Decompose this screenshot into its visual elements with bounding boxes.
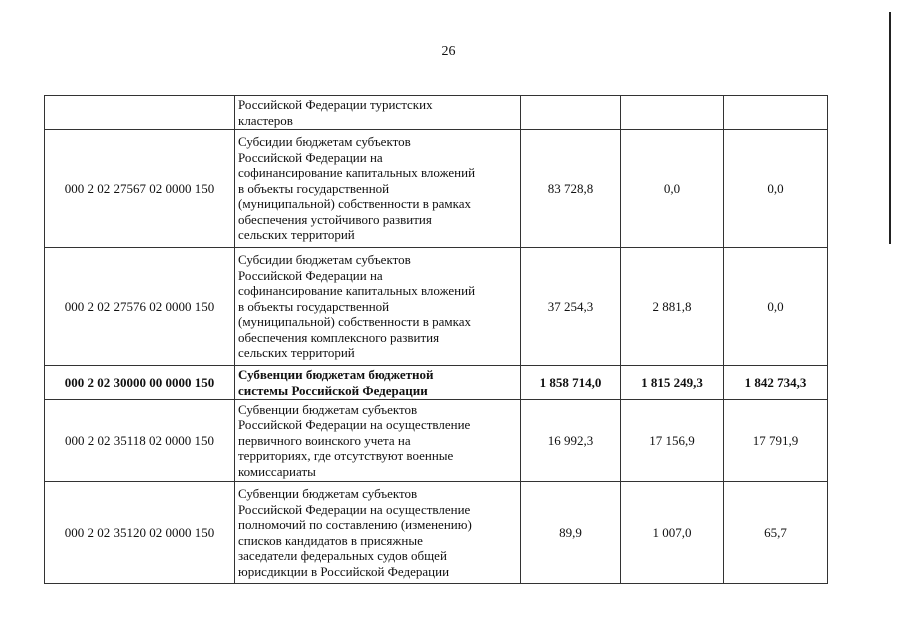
description-cell — [235, 400, 521, 482]
description-cell — [235, 366, 521, 400]
description-line: в объекты государственной — [238, 180, 390, 196]
description-line: комиссариаты — [238, 463, 316, 479]
table-row — [45, 248, 828, 366]
amount-cell-1 — [521, 96, 621, 130]
description-line: территориях, где отсутствуют военные — [238, 448, 454, 464]
description-line: кластеров — [238, 112, 293, 128]
table-row — [45, 366, 828, 400]
amount-cell-1: 83 728,8 — [521, 130, 621, 248]
description-line: Российской Федерации туристских — [238, 97, 433, 112]
amount-cell-3: 1 842 734,3 — [724, 366, 828, 400]
table-row — [45, 130, 828, 248]
scan-edge-line — [889, 12, 891, 244]
description-line: в объекты государственной — [238, 298, 390, 314]
table-row — [45, 400, 828, 482]
description-line: Российской Федерации на осуществление — [238, 417, 471, 433]
amount-cell-3: 0,0 — [724, 130, 828, 248]
budget-table-body — [45, 96, 828, 584]
description-line: Субвенции бюджетам бюджетной — [238, 367, 434, 382]
description-cell — [235, 482, 521, 584]
budget-code-cell: 000 2 02 35118 02 0000 150 — [45, 400, 235, 482]
amount-cell-1: 89,9 — [521, 482, 621, 584]
description-line: Российской Федерации на — [238, 267, 383, 283]
amount-cell-2: 0,0 — [621, 130, 724, 248]
amount-cell-1: 16 992,3 — [521, 400, 621, 482]
description-line: Российской Федерации на осуществление — [238, 501, 471, 517]
description-line: Субсидии бюджетам субъектов — [238, 134, 411, 150]
description-line: юрисдикции в Российской Федерации — [238, 563, 450, 579]
budget-code-cell: 000 2 02 27567 02 0000 150 — [45, 130, 235, 248]
budget-code-cell: 000 2 02 27576 02 0000 150 — [45, 248, 235, 366]
amount-cell-3: 17 791,9 — [724, 400, 828, 482]
table-row — [45, 482, 828, 584]
description-cell — [235, 248, 521, 366]
description-line: списков кандидатов в присяжные — [238, 532, 423, 548]
amount-cell-2: 2 881,8 — [621, 248, 724, 366]
description-line: Субсидии бюджетам субъектов — [238, 252, 411, 268]
description-cell — [235, 130, 521, 248]
budget-table — [44, 95, 828, 584]
description-line: (муниципальной) собственности в рамках — [238, 196, 471, 212]
budget-code-cell — [45, 96, 235, 130]
description-line: сельских территорий — [238, 227, 355, 243]
description-line: Субвенции бюджетам субъектов — [238, 401, 418, 417]
description-line: первичного воинского учета на — [238, 432, 411, 448]
amount-cell-2: 1 815 249,3 — [621, 366, 724, 400]
description-line: софинансирование капитальных вложений — [238, 165, 476, 181]
description-line: обеспечения комплексного развития — [238, 329, 440, 345]
budget-code-cell: 000 2 02 30000 00 0000 150 — [45, 366, 235, 400]
page-number: 26 — [441, 44, 456, 59]
description-cell — [235, 96, 521, 130]
description-line: обеспечения устойчивого развития — [238, 211, 432, 227]
amount-cell-3: 0,0 — [724, 248, 828, 366]
amount-cell-2: 17 156,9 — [621, 400, 724, 482]
amount-cell-3 — [724, 96, 828, 130]
description-line: (муниципальной) собственности в рамках — [238, 314, 471, 330]
description-line: Субвенции бюджетам субъектов — [238, 486, 418, 501]
amount-cell-1: 1 858 714,0 — [521, 366, 621, 400]
description-line: софинансирование капитальных вложений — [238, 283, 476, 299]
amount-cell-2 — [621, 96, 724, 130]
description-line: системы Российской Федерации — [238, 382, 428, 398]
amount-cell-3: 65,7 — [724, 482, 828, 584]
description-line: сельских территорий — [238, 345, 355, 361]
description-line: заседатели федеральных судов общей — [238, 548, 447, 563]
description-line: полномочий по составлению (изменению) — [238, 517, 472, 532]
budget-code-cell: 000 2 02 35120 02 0000 150 — [45, 482, 235, 584]
amount-cell-1: 37 254,3 — [521, 248, 621, 366]
table-row — [45, 96, 828, 130]
amount-cell-2: 1 007,0 — [621, 482, 724, 584]
description-line: Российской Федерации на — [238, 149, 383, 165]
